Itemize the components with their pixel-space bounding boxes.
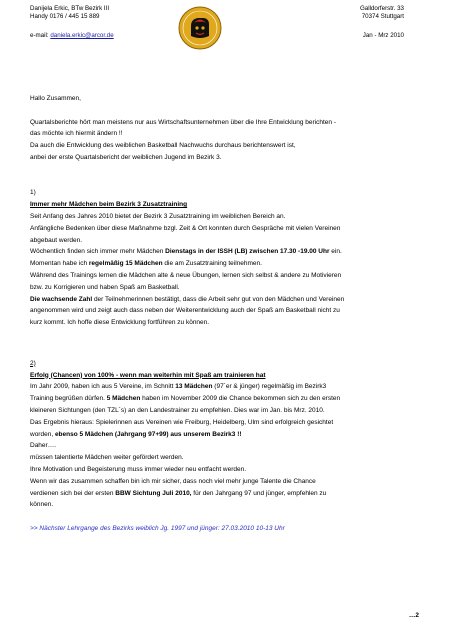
- section-2-line: Ihre Motivation und Begeisterung muss immer wieder neu entfacht werden.: [30, 465, 247, 473]
- text-run: die am Zusatztraining teilnehmen.: [162, 260, 262, 268]
- training-time: Dienstags in der ISSH (LB) zwischen 17.30 -19.00 Uhr: [165, 248, 330, 256]
- intro-line: anbei der erste Quartalsbericht der weiblichen Jugend im Bezirk 3.: [30, 153, 222, 161]
- sender-name: Danijela Erkic, BTw Bezirk III: [30, 5, 110, 12]
- text-run: (97´er & jünger) regelmäßig im Bezirk3: [212, 383, 327, 391]
- email-label: e-mail:: [30, 32, 49, 39]
- intro-line: Quartalsberichte hört man meistens nur aus Wirtschaftsunternehmen über die Ihre Entwicklung berichten -: [30, 118, 337, 126]
- page-continuation: …2: [408, 612, 419, 619]
- section-1-line: bzw. zu Korrigieren und haben Spaß am Basketball.: [30, 283, 180, 291]
- section-2-line: müssen talentierte Mädchen weiter gefördert werden.: [30, 454, 184, 462]
- section-2-line: [30, 429, 414, 441]
- emphasis: ebenso 5 Mädchen (Jahrgang 97+99) aus unserem Bezirk3 !!: [54, 430, 242, 438]
- section-1-line: abgebaut werden.: [30, 236, 83, 244]
- text-run: für den Jahrgang 97 und jünger, empfehlen zu: [191, 489, 327, 497]
- section-1-line: [30, 258, 414, 270]
- text-run: Im Jahr 2009, haben ich aus 5 Vereine, im Schnitt: [30, 383, 176, 391]
- section-2-line: [30, 381, 414, 393]
- section-2-line: können.: [30, 501, 54, 509]
- section-2-line: [30, 488, 414, 500]
- emphasis: BBW Sichtung Juli 2010,: [115, 489, 192, 497]
- section-2-line: kleineren Sichtungen (den TZL´s) an den Landestrainer zu empfehlen. Dies war im Jan. bis Mrz. 2010.: [30, 406, 325, 414]
- text-run: worden,: [30, 430, 55, 438]
- section-1-line: kurz kommt. Ich hoffe diese Entwicklung fortführen zu können.: [30, 319, 210, 327]
- emphasis: 13 Mädchen: [175, 383, 213, 391]
- next-training-note: >> Nächster Lehrgange des Bezirks weiblich Jg. 1997 und jünger: 27.03.2010 10-13 Uhr: [30, 524, 285, 532]
- text-run: haben im November 2009 die Chance bekommen sich zu den ersten: [140, 395, 341, 403]
- email-line: [30, 32, 114, 40]
- address-street: Galldorferstr. 33: [359, 5, 404, 12]
- section-2-heading: Erfolg (Chancen) von 100% - wenn man weiterhin mit Spaß am trainieren hat: [30, 371, 266, 379]
- section-2-number: 2): [30, 359, 36, 367]
- section-1-line: Während des Trainings lernen die Mädchen alte & neue Übungen, lernen sich selbst & andere zu Motivieren: [30, 271, 342, 279]
- intro-line: Da auch die Entwicklung des weiblichen Basketball Nachwuchs durchaus berichtenswert ist,: [30, 142, 296, 150]
- sender-info: [30, 5, 109, 22]
- sender-phone: Handy 0176 / 445 15 889: [30, 13, 100, 21]
- letter-body: [30, 93, 414, 535]
- emphasis: Die wachsende Zahl: [30, 295, 93, 303]
- text-run: der Teilnehmerinnen bestätigt, dass die Arbeit sehr gut von den Mädchen und Vereinen: [92, 295, 345, 303]
- address-city: 70374 Stuttgart: [361, 13, 404, 21]
- section-1-line: angenommen wird und zeigt auch dass neben der Weiterentwicklung auch der Spaß am Basketball nicht zu: [30, 307, 340, 315]
- sender-address: [360, 5, 404, 22]
- emphasis: 5 Mädchen: [106, 395, 141, 403]
- section-2-line: Wenn wir das zusammen schaffen bin ich mir sicher, dass noch viel mehr junge Talente die Chance: [30, 477, 316, 485]
- section-2-line: Daher….: [30, 442, 57, 450]
- section-1-line: Anfängliche Bedenken über diese Maßnahme bzgl. Zeit & Ort konnten durch Gespräche mit vielen Vereinen: [30, 224, 341, 232]
- email-link[interactable]: daniela.erkic@arcor.de: [50, 32, 114, 39]
- text-run: verdienen sich bei der ersten: [30, 489, 116, 497]
- section-1-line: Seit Anfang des Jahres 2010 bietet der Bezirk 3 Zusatztraining im weiblichen Bereich an.: [30, 212, 286, 220]
- greeting: Hallo Zusammen,: [30, 95, 81, 102]
- text-run: Training begrüßen dürfen.: [30, 395, 107, 403]
- participant-count: regelmäßig 15 Mädchen: [88, 260, 163, 268]
- section-1-number: 1): [30, 189, 36, 197]
- section-1-heading: Immer mehr Mädchen beim Bezirk 3 Zusatztraining: [30, 201, 188, 209]
- text-run: Momentan habe ich: [30, 260, 89, 268]
- section-1-line: [30, 294, 414, 306]
- report-period: Jan - Mrz 2010: [362, 32, 404, 39]
- text-run: ein.: [329, 248, 342, 256]
- text-run: Wöchentlich finden sich immer mehr Mädchen: [30, 248, 166, 256]
- section-2-line: [30, 393, 414, 405]
- intro-line: das möchte ich hiermit ändern !!: [30, 130, 123, 138]
- district-logo-emblem: [178, 6, 222, 50]
- section-1-line: [30, 246, 414, 258]
- section-2-line: Das Ergebnis hieraus: Spielerinnen aus Vereinen wie Freiburg, Heidelberg, Ulm sind erfolgreich gesichtet: [30, 418, 334, 426]
